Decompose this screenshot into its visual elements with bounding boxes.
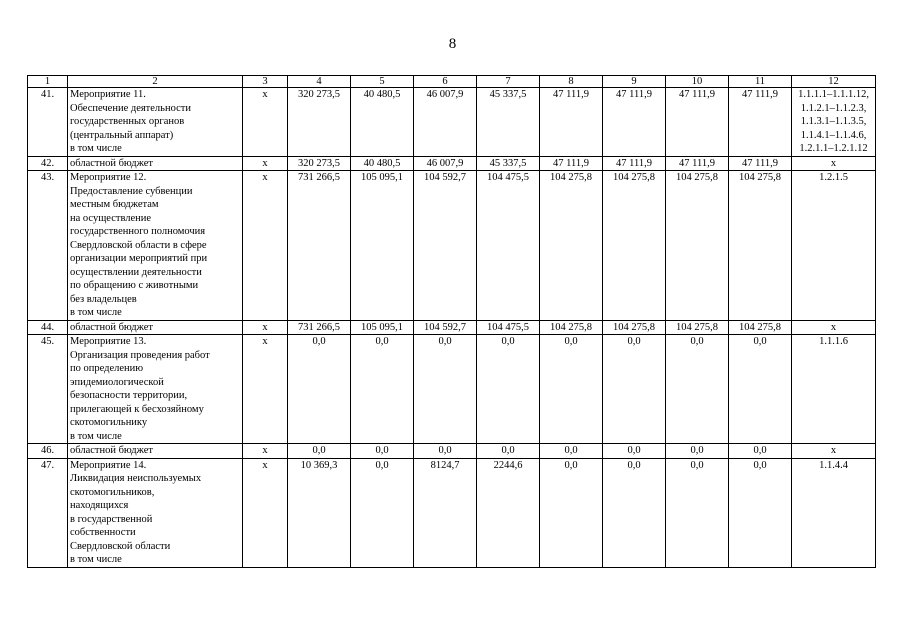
row-number: 43. bbox=[28, 171, 68, 321]
amount-cell: 47 111,9 bbox=[666, 156, 729, 171]
amount-cell: 104 475,5 bbox=[477, 320, 540, 335]
table-body bbox=[28, 76, 876, 568]
amount-cell: 0,0 bbox=[666, 458, 729, 567]
row-number: 41. bbox=[28, 88, 68, 157]
amount-cell: 40 480,5 bbox=[351, 156, 414, 171]
amount-cell: 0,0 bbox=[666, 335, 729, 444]
amount-cell: 47 111,9 bbox=[540, 88, 603, 157]
activity-name-line: прилегающей к бесхозяйному bbox=[70, 403, 204, 415]
activity-name-line: (центральный аппарат) bbox=[70, 129, 174, 141]
target-indicators-cell bbox=[792, 156, 876, 171]
header-cell: 8 bbox=[540, 76, 603, 88]
amount-cell: 10 369,3 bbox=[288, 458, 351, 567]
amount-cell: 0,0 bbox=[414, 335, 477, 444]
table-row bbox=[28, 444, 876, 459]
activity-name-line: без владельцев bbox=[70, 293, 137, 305]
activity-name bbox=[68, 88, 243, 157]
target-indicators-cell bbox=[792, 335, 876, 444]
amount-cell: 105 095,1 bbox=[351, 171, 414, 321]
activity-name bbox=[68, 320, 243, 335]
activity-name-line: в том числе bbox=[70, 430, 122, 442]
amount-cell: 0,0 bbox=[540, 458, 603, 567]
header-cell: 1 bbox=[28, 76, 68, 88]
activity-name bbox=[68, 444, 243, 459]
activity-name bbox=[68, 335, 243, 444]
amount-cell: 8124,7 bbox=[414, 458, 477, 567]
activity-name-line: Ликвидация неиспользуемых bbox=[70, 473, 202, 484]
activity-name-line: государственного полномочия bbox=[70, 226, 206, 237]
header-cell: 5 bbox=[351, 76, 414, 88]
row-number: 42. bbox=[28, 156, 68, 171]
amount-cell: 0,0 bbox=[477, 335, 540, 444]
activity-name-line: скотомогильнику bbox=[70, 417, 148, 428]
header-row bbox=[28, 76, 876, 88]
header-cell: 9 bbox=[603, 76, 666, 88]
amount-cell: 104 275,8 bbox=[666, 320, 729, 335]
table-row bbox=[28, 156, 876, 171]
table-row bbox=[28, 320, 876, 335]
amount-cell: 0,0 bbox=[540, 335, 603, 444]
activity-name-line: Свердловской области bbox=[70, 540, 171, 552]
amount-cell: 104 275,8 bbox=[540, 320, 603, 335]
row-number: 44. bbox=[28, 320, 68, 335]
amount-cell: 0,0 bbox=[729, 458, 792, 567]
amount-cell: 0,0 bbox=[666, 444, 729, 459]
target-indicator-line: 1.1.4.4 bbox=[819, 459, 848, 471]
amount-cell: 47 111,9 bbox=[729, 156, 792, 171]
amount-cell: 0,0 bbox=[603, 444, 666, 459]
amount-cell: 104 275,8 bbox=[729, 320, 792, 335]
target-indicators-cell bbox=[792, 458, 876, 567]
target-indicator-line: x bbox=[830, 321, 837, 333]
activity-name-line: Обеспечение деятельности bbox=[70, 102, 191, 114]
amount-cell: 47 111,9 bbox=[729, 88, 792, 157]
amount-cell: 104 592,7 bbox=[414, 171, 477, 321]
table-row bbox=[28, 171, 876, 321]
amount-cell: 104 275,8 bbox=[666, 171, 729, 321]
activity-name-line: Предоставление субвенции bbox=[70, 185, 193, 197]
amount-cell: 320 273,5 bbox=[288, 156, 351, 171]
amount-cell: 0,0 bbox=[351, 335, 414, 444]
amount-cell: 0,0 bbox=[540, 444, 603, 459]
amount-cell: 45 337,5 bbox=[477, 156, 540, 171]
amount-cell: 0,0 bbox=[414, 444, 477, 459]
column-3-cell: x bbox=[243, 88, 288, 157]
amount-cell: 0,0 bbox=[729, 444, 792, 459]
amount-cell: 47 111,9 bbox=[603, 88, 666, 157]
activity-name-line: Мероприятие 13. bbox=[70, 336, 147, 347]
amount-cell: 47 111,9 bbox=[666, 88, 729, 157]
activity-name-line: на осуществление bbox=[70, 212, 152, 224]
target-indicator-line: 1.1.3.1–1.1.3.5, bbox=[800, 116, 867, 127]
amount-cell: 731 266,5 bbox=[288, 171, 351, 321]
column-3-cell: x bbox=[243, 320, 288, 335]
amount-cell: 104 275,8 bbox=[540, 171, 603, 321]
amount-cell: 0,0 bbox=[729, 335, 792, 444]
amount-cell: 46 007,9 bbox=[414, 156, 477, 171]
column-3-cell: x bbox=[243, 335, 288, 444]
table-row bbox=[28, 335, 876, 444]
activity-name-line: эпидемиологической bbox=[70, 376, 164, 388]
target-indicator-line: x bbox=[830, 157, 837, 169]
header-cell: 2 bbox=[68, 76, 243, 88]
amount-cell: 0,0 bbox=[603, 335, 666, 444]
amount-cell: 0,0 bbox=[288, 335, 351, 444]
target-indicator-line: 1.1.2.1–1.1.2.3, bbox=[800, 102, 867, 114]
column-3-cell: x bbox=[243, 171, 288, 321]
column-3-cell: x bbox=[243, 458, 288, 567]
target-indicator-line: 1.1.1.1–1.1.1.12, bbox=[798, 89, 869, 100]
activity-name-line: собственности bbox=[70, 527, 136, 538]
activity-name-line: в том числе bbox=[70, 554, 122, 565]
activity-name-line: местным бюджетам bbox=[70, 199, 159, 210]
amount-cell: 46 007,9 bbox=[414, 88, 477, 157]
header-cell: 10 bbox=[666, 76, 729, 88]
activity-name-line: Организация проведения работ bbox=[70, 349, 210, 361]
target-indicators-cell bbox=[792, 320, 876, 335]
amount-cell: 104 475,5 bbox=[477, 171, 540, 321]
activity-name-line: безопасности территории, bbox=[70, 390, 188, 401]
activity-name bbox=[68, 458, 243, 567]
budget-table bbox=[27, 75, 876, 568]
header-cell: 12 bbox=[792, 76, 876, 88]
amount-cell: 104 275,8 bbox=[729, 171, 792, 321]
amount-cell: 0,0 bbox=[351, 458, 414, 567]
amount-cell: 0,0 bbox=[603, 458, 666, 567]
activity-name-line: по определению bbox=[70, 363, 144, 374]
target-indicators-cell bbox=[792, 171, 876, 321]
row-number: 47. bbox=[28, 458, 68, 567]
activity-name-line: в государственной bbox=[70, 513, 153, 525]
amount-cell: 47 111,9 bbox=[603, 156, 666, 171]
header-cell: 3 bbox=[243, 76, 288, 88]
activity-name-line: в том числе bbox=[70, 143, 122, 154]
activity-name-line: государственных органов bbox=[70, 116, 185, 127]
page-number: 8 bbox=[448, 36, 457, 52]
target-indicators-cell bbox=[792, 88, 876, 157]
table-row bbox=[28, 88, 876, 157]
activity-name-line: областной бюджет bbox=[70, 445, 153, 456]
activity-name-line: Мероприятие 12. bbox=[70, 172, 147, 183]
activity-name-line: по обращению с животными bbox=[70, 280, 199, 291]
amount-cell: 0,0 bbox=[477, 444, 540, 459]
target-indicator-line: 1.2.1.5 bbox=[819, 172, 848, 183]
target-indicator-line: 1.2.1.1–1.2.1.12 bbox=[799, 143, 868, 154]
column-3-cell: x bbox=[243, 156, 288, 171]
row-number: 46. bbox=[28, 444, 68, 459]
table-row bbox=[28, 458, 876, 567]
target-indicator-line: x bbox=[830, 445, 837, 456]
target-indicators-cell bbox=[792, 444, 876, 459]
activity-name-line: осуществлении деятельности bbox=[70, 266, 202, 278]
amount-cell: 2244,6 bbox=[477, 458, 540, 567]
activity-name-line: Свердловской области в сфере bbox=[70, 239, 207, 251]
amount-cell: 104 592,7 bbox=[414, 320, 477, 335]
target-indicator-line: 1.1.4.1–1.1.4.6, bbox=[800, 129, 867, 141]
amount-cell: 320 273,5 bbox=[288, 88, 351, 157]
amount-cell: 0,0 bbox=[288, 444, 351, 459]
amount-cell: 45 337,5 bbox=[477, 88, 540, 157]
activity-name-line: скотомогильников, bbox=[70, 486, 155, 498]
header-cell: 11 bbox=[729, 76, 792, 88]
activity-name-line: в том числе bbox=[70, 307, 122, 318]
activity-name bbox=[68, 171, 243, 321]
activity-name-line: Мероприятие 14. bbox=[70, 459, 147, 471]
activity-name-line: Мероприятие 11. bbox=[70, 89, 146, 100]
column-3-cell: x bbox=[243, 444, 288, 459]
row-number: 45. bbox=[28, 335, 68, 444]
header-cell: 4 bbox=[288, 76, 351, 88]
amount-cell: 0,0 bbox=[351, 444, 414, 459]
header-cell: 6 bbox=[414, 76, 477, 88]
target-indicator-line: 1.1.1.6 bbox=[819, 336, 848, 347]
activity-name-line: областной бюджет bbox=[70, 157, 153, 169]
amount-cell: 40 480,5 bbox=[351, 88, 414, 157]
amount-cell: 47 111,9 bbox=[540, 156, 603, 171]
activity-name-line: областной бюджет bbox=[70, 321, 153, 333]
activity-name-line: находящихся bbox=[70, 500, 129, 511]
amount-cell: 104 275,8 bbox=[603, 320, 666, 335]
header-cell: 7 bbox=[477, 76, 540, 88]
activity-name bbox=[68, 156, 243, 171]
amount-cell: 731 266,5 bbox=[288, 320, 351, 335]
activity-name-line: организации мероприятий при bbox=[70, 253, 208, 264]
amount-cell: 104 275,8 bbox=[603, 171, 666, 321]
amount-cell: 105 095,1 bbox=[351, 320, 414, 335]
